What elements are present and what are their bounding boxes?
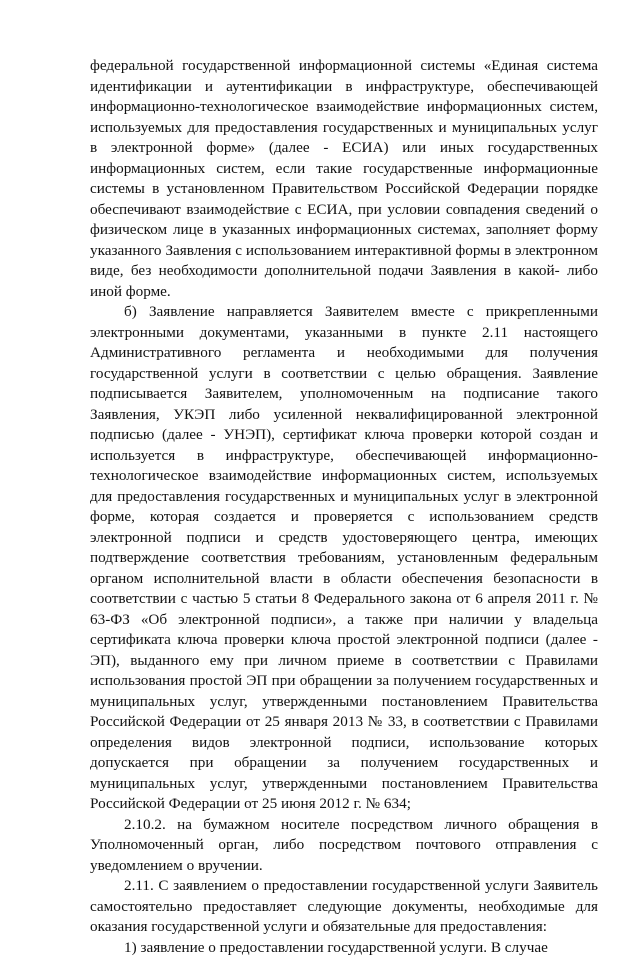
document-page: [90, 56, 598, 958]
paragraph-b-electronic-signature: б) Заявление направляется Заявителем вместе с прикрепленными электронными документами, указанными в пункте 2.11 настоящего Административного регламента и необходимыми для получения государственной услуги в соответствии с целью обращения. Заявление подписывается Заявителем, уполномоченным на подписание такого Заявления, УКЭП либо усиленной неквалифицированной электронной подписью (далее - УНЭП), сертификат ключа проверки которой создан и используется в инфраструктуре, обеспечивающей информационно-технологическое взаимодействие информационных систем, используемых для предоставления государственных и муниципальных услуг в электронной форме, которая создается и проверяется с использованием средств электронной подписи и средств удостоверяющего центра, имеющих подтверждение соответствия требованиям, установленным федеральным органом исполнительной власти в области обеспечения безопасности в соответствии с частью 5 статьи 8 Федерального закона от 6 апреля 2011 г. № 63-ФЗ «Об электронной подписи», а также при наличии у владельца сертификата ключа проверки ключа простой электронной подписи (далее - ЭП), выданного ему при личном приеме в соответствии с Правилами использования простой ЭП при обращении за получением государственных и муниципальных услуг, утвержденными постановлением Правительства Российской Федерации от 25 января 2013 № 33, в соответствии с Правилами определения видов электронной подписи, использование которых допускается при обращении за получением государственных и муниципальных услуг, утвержденными постановлением Правительства Российской Федерации от 25 июня 2012 г. № 634;: [90, 302, 598, 815]
paragraph-2-11: 2.11. С заявлением о предоставлении государственной услуги Заявитель самостоятельно предоставляет следующие документы, необходимые для оказания государственной услуги и обязательные для предоставления:: [90, 876, 598, 938]
paragraph-esia-continuation: федеральной государственной информационной системы «Единая система идентификации и аутентификации в инфраструктуре, обеспечивающей информационно-технологическое взаимодействие информационных систем, используемых для предоставления государственных и муниципальных услуг в электронной форме» (далее - ЕСИА) или иных государственных информационных систем, если такие государственные информационные системы в установленном Правительством Российской Федерации порядке обеспечивают взаимодействие с ЕСИА, при условии совпадения сведений о физическом лице в указанных информационных системах, заполняет форму указанного Заявления с использованием интерактивной формы в электронном виде, без необходимости дополнительной подачи Заявления в какой- либо иной форме.: [90, 56, 598, 302]
paragraph-2-10-2: 2.10.2. на бумажном носителе посредством личного обращения в Уполномоченный орган, либо посредством почтового отправления с уведомлением о вручении.: [90, 815, 598, 877]
paragraph-item-1: 1) заявление о предоставлении государственной услуги. В случае: [90, 938, 598, 958]
